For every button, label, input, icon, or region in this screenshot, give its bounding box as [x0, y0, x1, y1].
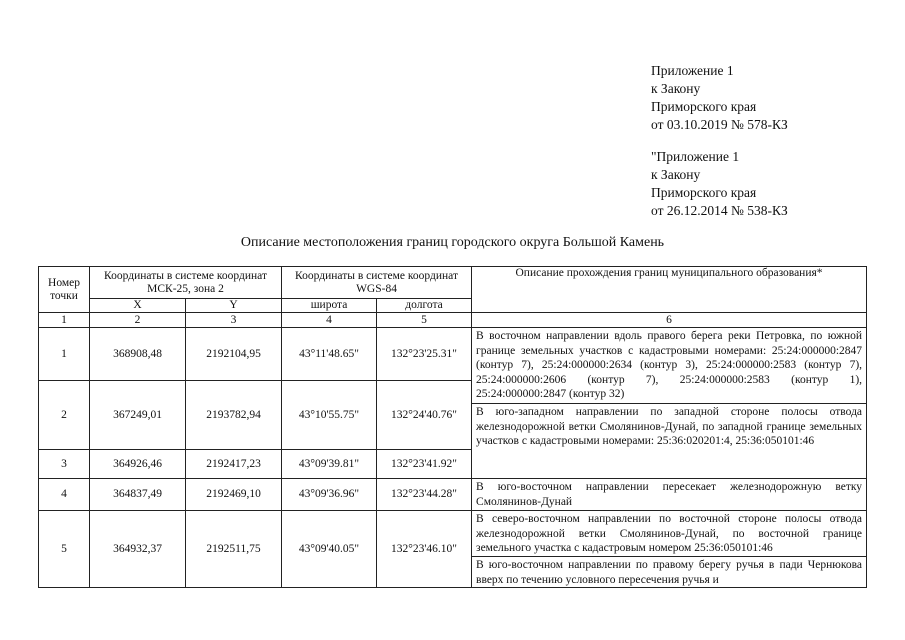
column-number: 4 — [282, 313, 377, 328]
header-x: X — [90, 299, 186, 313]
header-description: Описание прохождения границ муниципального образования* — [472, 267, 867, 313]
coord-x: 367249,01 — [90, 381, 186, 450]
segment-description: В восточном направлении вдоль правого берега реки Петровка, по южной границе земельных участков с кадастровыми номерами: 25:24:000000:2847 (контур 7), 25:24:000000:2634 (контур 3), 25:24:000000:2583 (контур 7), 25:24:000000:2606 (контур 7), 25:24:000000:2583 (контур 1), 25:24:000000:2847 (контур 32) — [472, 328, 867, 404]
segment-description: В юго-западном направлении по западной стороне полосы отвода железнодорожной ветки Смолянинов-Дунай, по западной границе земельных участков с кадастровыми номерами: 25:36:020201:4, 25:36:050101:46 — [472, 404, 867, 479]
point-number: 1 — [39, 328, 90, 381]
column-number: 5 — [377, 313, 472, 328]
header-latitude: широта — [282, 299, 377, 313]
coord-y: 2192417,23 — [186, 450, 282, 479]
coord-y: 2192511,75 — [186, 511, 282, 588]
header-y: Y — [186, 299, 282, 313]
point-number: 4 — [39, 479, 90, 511]
appendix-line: Приморского края — [651, 185, 757, 200]
appendix-current-header — [651, 62, 788, 134]
appendix-line: Приложение 1 — [651, 63, 734, 78]
coord-y: 2192469,10 — [186, 479, 282, 511]
coord-latitude: 43°09'40.05" — [282, 511, 377, 588]
column-number: 2 — [90, 313, 186, 328]
appendix-original-header — [651, 148, 788, 220]
column-number: 1 — [39, 313, 90, 328]
appendix-line: "Приложение 1 — [651, 149, 740, 164]
column-number: 3 — [186, 313, 282, 328]
appendix-line: к Закону — [651, 167, 701, 182]
header-point-number: Номер точки — [39, 267, 90, 313]
coord-x: 364926,46 — [90, 450, 186, 479]
appendix-line: к Закону — [651, 81, 701, 96]
coord-y: 2193782,94 — [186, 381, 282, 450]
coord-x: 364932,37 — [90, 511, 186, 588]
coord-x: 368908,48 — [90, 328, 186, 381]
appendix-line: от 03.10.2019 № 578-КЗ — [651, 117, 788, 132]
coord-longitude: 132°24'40.76" — [377, 381, 472, 450]
coord-longitude: 132°23'25.31" — [377, 328, 472, 381]
coord-latitude: 43°09'39.81" — [282, 450, 377, 479]
point-number: 2 — [39, 381, 90, 450]
appendix-line: от 26.12.2014 № 538-КЗ — [651, 203, 788, 218]
point-number: 3 — [39, 450, 90, 479]
segment-description: В юго-восточном направлении по правому берегу ручья в пади Чернюкова вверх по течению условного пересечения ручья и — [472, 557, 867, 588]
coord-latitude: 43°11'48.65" — [282, 328, 377, 381]
coord-latitude: 43°09'36.96" — [282, 479, 377, 511]
table-row — [39, 479, 867, 511]
coord-longitude: 132°23'41.92" — [377, 450, 472, 479]
header-row — [39, 267, 867, 299]
header-wgs-coordinates: Координаты в системе координат WGS-84 — [282, 267, 472, 299]
segment-description: В северо-восточном направлении по восточной стороне полосы отвода железнодорожной ветки Смолянинов-Дунай, по восточной границе земельного участка с кадастровым номером 25:36:050101:46 — [472, 511, 867, 557]
coord-latitude: 43°10'55.75" — [282, 381, 377, 450]
header-longitude: долгота — [377, 299, 472, 313]
coord-x: 364837,49 — [90, 479, 186, 511]
coord-longitude: 132°23'46.10" — [377, 511, 472, 588]
segment-description: В юго-восточном направлении пересекает железнодорожную ветку Смолянинов-Дунай — [472, 479, 867, 511]
document-title: Описание местоположения границ городского округа Большой Камень — [240, 235, 665, 250]
coord-longitude: 132°23'44.28" — [377, 479, 472, 511]
column-number: 6 — [472, 313, 867, 328]
column-number-row — [39, 313, 867, 328]
header-msk-coordinates: Координаты в системе координат МСК-25, зона 2 — [90, 267, 282, 299]
point-number: 5 — [39, 511, 90, 588]
boundary-table — [38, 266, 867, 588]
appendix-line: Приморского края — [651, 99, 757, 114]
coord-y: 2192104,95 — [186, 328, 282, 381]
